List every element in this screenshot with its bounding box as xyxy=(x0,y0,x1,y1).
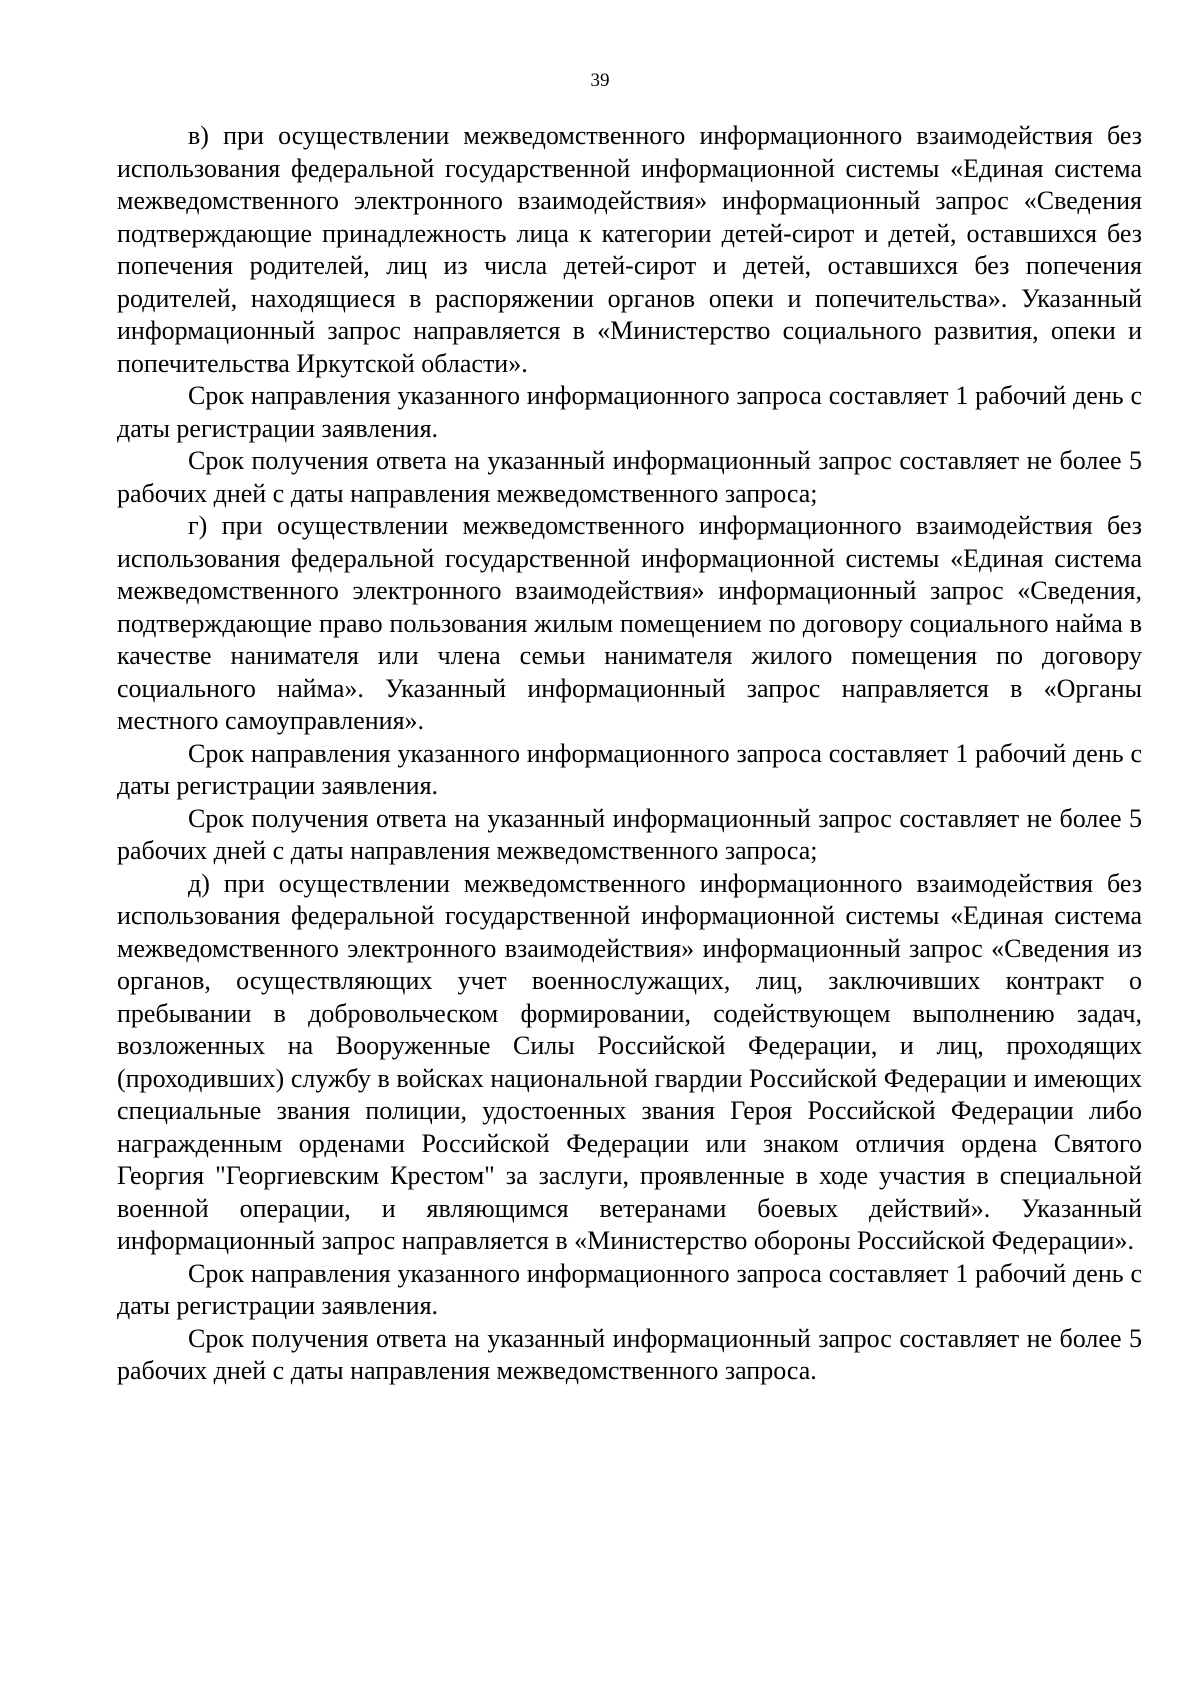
paragraph-v-request: в) при осуществлении межведомственного информационного взаимодействия без использования федеральной государственной информационной системы «Единая система межведомственного электронного взаимодействия» информационный запрос «Сведения подтверждающие принадлежность лица к категории детей-сирот и детей, оставшихся без попечения родителей, лиц из числа детей-сирот и детей, оставшихся без попечения родителей, находящиеся в распоряжении органов опеки и попечительства». Указанный информационный запрос направляется в «Министерство социального развития, опеки и попечительства Иркутской области». xyxy=(117,121,1142,378)
page-number: 39 xyxy=(590,70,610,91)
paragraph-d-send-term: Срок направления указанного информационного запроса составляет 1 рабочий день с даты регистрации заявления. xyxy=(117,1258,1142,1320)
paragraph-g-request: г) при осуществлении межведомственного информационного взаимодействия без использования федеральной государственной информационной системы «Единая система межведомственного электронного взаимодействия» информационный запрос «Сведения, подтверждающие право пользования жилым помещением по договору социального найма в качестве нанимателя или члена семьи нанимателя жилого помещения по договору социального найма». Указанный информационный запрос направляется в «Органы местного самоуправления». xyxy=(117,511,1142,735)
paragraph-g-response-term: Срок получения ответа на указанный информационный запрос составляет не более 5 рабочих дней с даты направления межведомственного запроса; xyxy=(117,803,1142,865)
paragraph-v-send-term: Срок направления указанного информационного запроса составляет 1 рабочий день с даты регистрации заявления. xyxy=(117,381,1142,443)
paragraph-g-send-term: Срок направления указанного информационного запроса составляет 1 рабочий день с даты регистрации заявления. xyxy=(117,738,1142,800)
paragraph-v-response-term: Срок получения ответа на указанный информационный запрос составляет не более 5 рабочих дней с даты направления межведомственного запроса; xyxy=(117,446,1142,508)
paragraph-d-response-term: Срок получения ответа на указанный информационный запрос составляет не более 5 рабочих дней с даты направления межведомственного запроса. xyxy=(117,1323,1142,1385)
document-body xyxy=(117,120,1142,1388)
paragraph-d-request: д) при осуществлении межведомственного информационного взаимодействия без использования федеральной государственной информационной системы «Единая система межведомственного электронного взаимодействия» информационный запрос «Сведения из органов, осуществляющих учет военнослужащих, лиц, заключивших контракт о пребывании в добровольческом формировании, содействующем выполнению задач, возложенных на Вооруженные Силы Российской Федерации, и лиц, проходящих (проходивших) службу в войсках национальной гвардии Российской Федерации и имеющих специальные звания полиции, удостоенных звания Героя Российской Федерации либо награжденным орденами Российской Федерации или знаком отличия ордена Святого Георгия "Георгиевским Крестом" за заслуги, проявленные в ходе участия в специальной военной операции, и являющимся ветеранами боевых действий». Указанный информационный запрос направляется в «Министерство обороны Российской Федерации». xyxy=(117,868,1142,1255)
